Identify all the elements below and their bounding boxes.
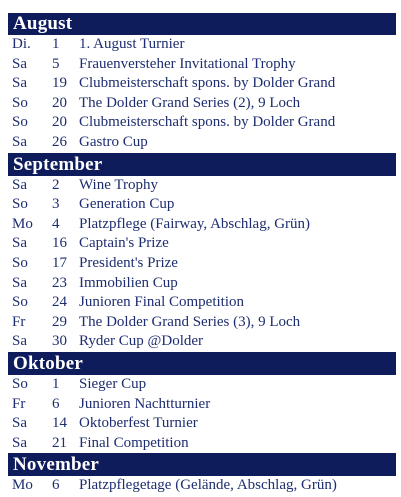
event-date: 2 [52, 176, 60, 193]
event-title: Final Competition [79, 434, 189, 451]
event-date: 29 [52, 313, 67, 330]
event-date: 20 [52, 114, 67, 131]
event-title: The Dolder Grand Series (2), 9 Loch [79, 94, 301, 111]
event-date: 20 [52, 94, 67, 111]
event-date: 23 [52, 274, 67, 291]
event-date: 24 [52, 294, 67, 311]
event-row [8, 176, 396, 196]
event-date: 5 [52, 55, 60, 72]
event-title: Generation Cup [79, 196, 175, 213]
event-weekday: So [12, 196, 28, 213]
event-title: Wine Trophy [79, 176, 158, 193]
event-row [8, 35, 396, 55]
event-date: 19 [52, 75, 67, 92]
event-row [8, 94, 396, 114]
event-weekday: Sa [12, 75, 27, 92]
event-title: Ryder Cup @Dolder [79, 333, 204, 350]
event-title: Oktoberfest Turnier [79, 415, 198, 432]
event-date: 6 [52, 395, 60, 412]
event-weekday: So [12, 375, 28, 392]
event-weekday: So [12, 254, 28, 271]
event-title: Sieger Cup [79, 375, 147, 392]
event-weekday: Sa [12, 235, 27, 252]
event-row [8, 332, 396, 352]
event-row [8, 215, 396, 235]
event-row [8, 195, 396, 215]
event-title: Captain's Prize [79, 235, 169, 252]
event-weekday: Sa [12, 434, 27, 451]
event-title: Frauenversteher Invitational Trophy [79, 55, 296, 72]
event-date: 30 [52, 333, 67, 350]
event-list [8, 375, 396, 453]
event-row [8, 395, 396, 415]
event-title: The Dolder Grand Series (3), 9 Loch [79, 313, 301, 330]
event-weekday: Di. [12, 36, 31, 52]
event-weekday: Fr [12, 313, 26, 330]
event-weekday: So [12, 294, 28, 311]
event-weekday: So [12, 114, 28, 131]
event-date: 4 [52, 215, 60, 232]
event-row [8, 133, 396, 153]
event-row [8, 313, 396, 333]
event-row [8, 234, 396, 254]
event-list [8, 476, 396, 496]
month-section-september [8, 153, 396, 352]
event-row [8, 254, 396, 274]
event-weekday: Sa [12, 133, 27, 150]
event-title: Platzpflege (Fairway, Abschlag, Grün) [79, 215, 311, 232]
event-list [8, 35, 396, 153]
event-date: 3 [52, 196, 60, 213]
event-row [8, 414, 396, 434]
event-date: 21 [52, 434, 67, 451]
event-date: 17 [52, 254, 67, 271]
event-row [8, 434, 396, 454]
event-date: 26 [52, 133, 67, 150]
event-title: Junioren Nachtturnier [79, 395, 211, 412]
event-row [8, 375, 396, 395]
month-section-august [8, 13, 396, 153]
month-section-oktober [8, 352, 396, 453]
event-date: 6 [52, 477, 60, 494]
month-header: November [8, 453, 396, 476]
event-row [8, 476, 396, 496]
month-section-november [8, 453, 396, 496]
event-title: Platzpflegetage (Gelände, Abschlag, Grün) [79, 477, 337, 494]
event-weekday: Sa [12, 55, 27, 72]
event-title: Junioren Final Competition [79, 294, 244, 311]
event-calendar [8, 13, 396, 496]
event-date: 16 [52, 235, 67, 252]
event-row [8, 55, 396, 75]
event-title: Gastro Cup [79, 133, 148, 150]
event-row [8, 293, 396, 313]
event-row [8, 113, 396, 133]
event-row [8, 274, 396, 294]
event-row [8, 74, 396, 94]
event-title: President's Prize [79, 254, 178, 271]
event-title: 1. August Turnier [79, 36, 185, 52]
event-weekday: Mo [12, 215, 33, 232]
event-date: 14 [52, 415, 67, 432]
event-weekday: Sa [12, 274, 27, 291]
month-header: September [8, 153, 396, 176]
event-weekday: Sa [12, 333, 27, 350]
month-header: Oktober [8, 352, 396, 375]
event-weekday: Mo [12, 477, 33, 494]
event-date: 1 [52, 36, 60, 52]
event-list [8, 176, 396, 352]
event-weekday: Fr [12, 395, 26, 412]
event-weekday: Sa [12, 415, 27, 432]
event-weekday: So [12, 94, 28, 111]
event-title: Clubmeisterschaft spons. by Dolder Grand [79, 75, 336, 92]
event-weekday: Sa [12, 176, 27, 193]
event-title: Immobilien Cup [79, 274, 178, 291]
month-header: August [8, 13, 396, 35]
event-date: 1 [52, 375, 60, 392]
event-title: Clubmeisterschaft spons. by Dolder Grand [79, 114, 336, 131]
